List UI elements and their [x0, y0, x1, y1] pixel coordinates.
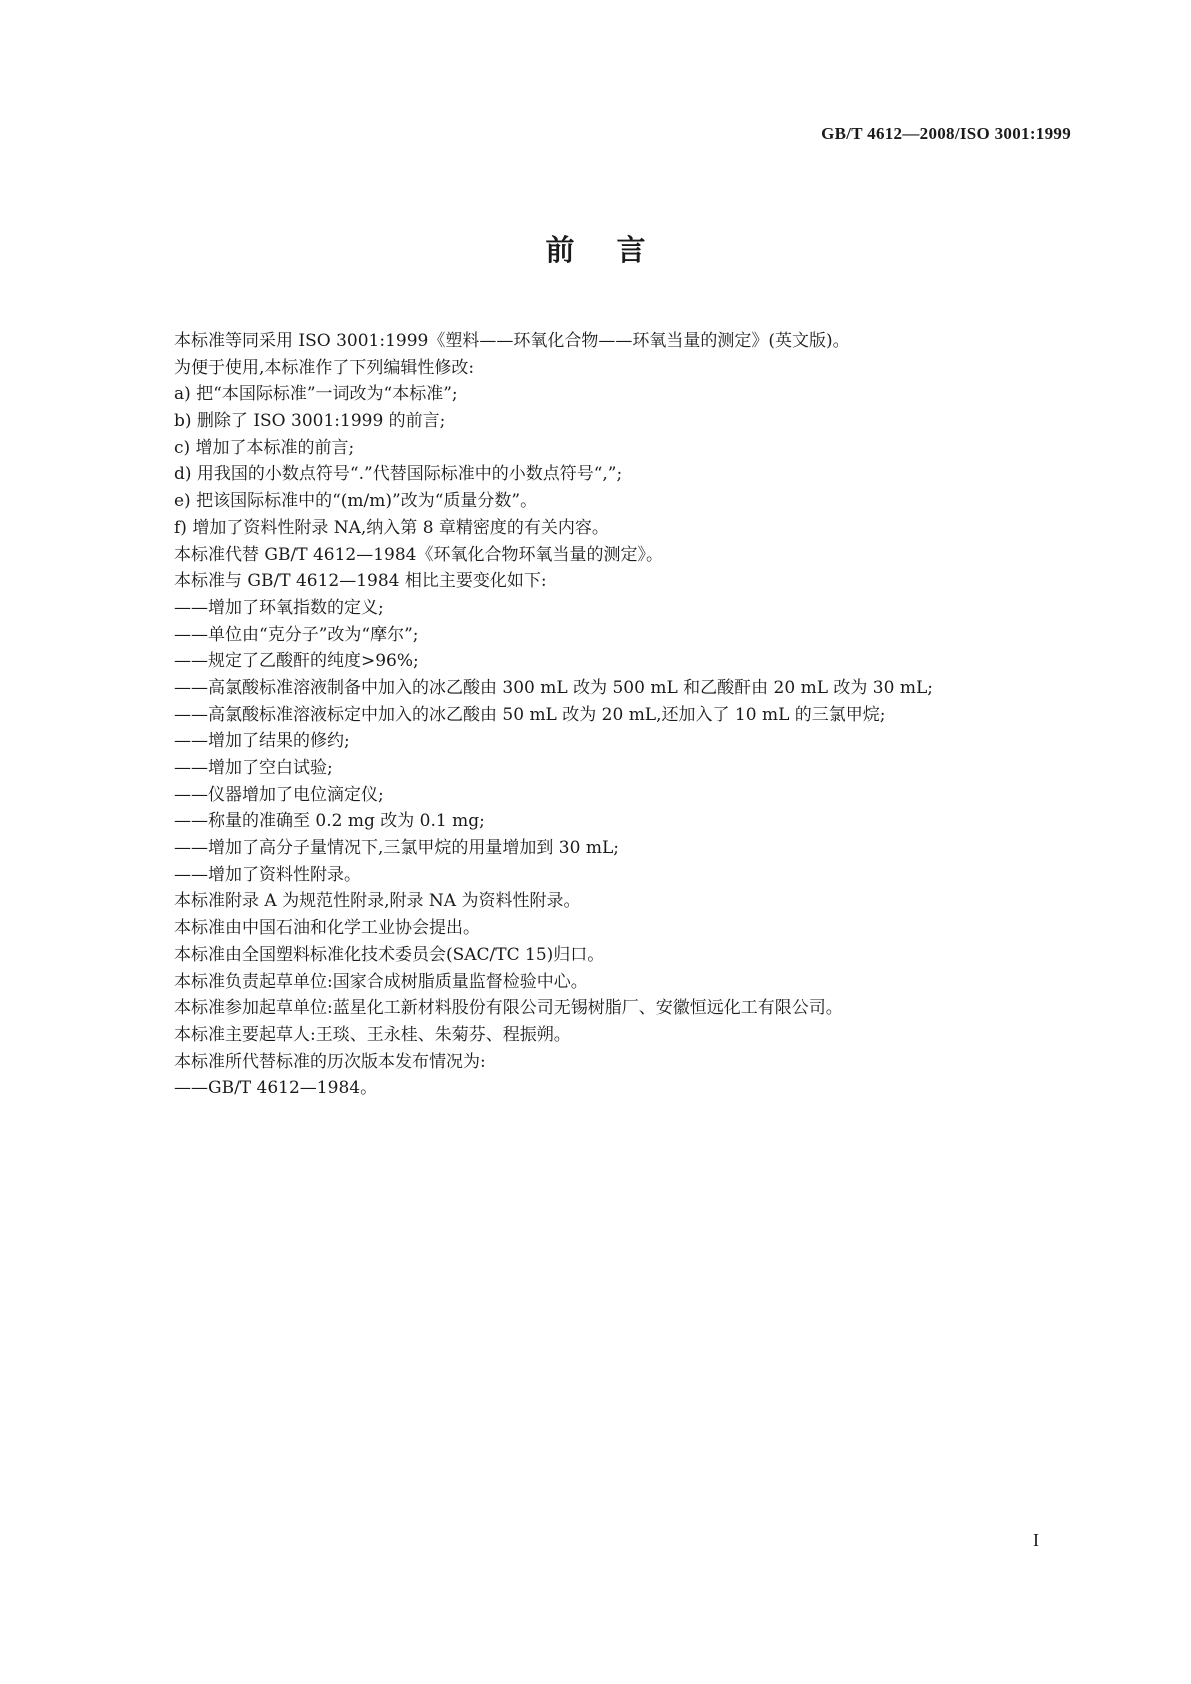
foreword-body	[174, 328, 1074, 1102]
paragraph-line: 本标准代替 GB/T 4612—1984《环氧化合物环氧当量的测定》。	[174, 544, 663, 565]
paragraph-line: 本标准负责起草单位:国家合成树脂质量监督检验中心。	[174, 971, 588, 992]
change-item: ——称量的准确至 0.2 mg 改为 0.1 mg;	[174, 811, 485, 832]
change-item: ——GB/T 4612—1984。	[174, 1078, 378, 1099]
change-item: ——高氯酸标准溶液制备中加入的冰乙酸由 300 mL 改为 500 mL 和乙酸酐由 20 mL 改为 30 mL;	[174, 677, 933, 698]
page-number: I	[1033, 1530, 1039, 1550]
change-item: ——增加了结果的修约;	[174, 731, 350, 752]
paragraph-line: 本标准附录 A 为规范性附录,附录 NA 为资料性附录。	[174, 891, 581, 912]
list-item: f) 增加了资料性附录 NA,纳入第 8 章精密度的有关内容。	[174, 517, 609, 538]
change-item: ——规定了乙酸酐的纯度>96%;	[174, 651, 419, 672]
change-item: ——高氯酸标准溶液标定中加入的冰乙酸由 50 mL 改为 20 mL,还加入了 10 mL 的三氯甲烷;	[174, 704, 886, 725]
change-item: ——增加了环氧指数的定义;	[174, 597, 384, 618]
paragraph-line: 本标准主要起草人:王琰、王永桂、朱菊芬、程振朔。	[174, 1024, 571, 1045]
paragraph-line: 为便于使用,本标准作了下列编辑性修改:	[174, 357, 475, 378]
change-item: ——增加了高分子量情况下,三氯甲烷的用量增加到 30 mL;	[174, 838, 619, 859]
change-item: ——仪器增加了电位滴定仪;	[174, 784, 384, 805]
list-item: d) 用我国的小数点符号“.”代替国际标准中的小数点符号“,”;	[174, 464, 623, 485]
paragraph-line: 本标准参加起草单位:蓝星化工新材料股份有限公司无锡树脂厂、安徽恒远化工有限公司。	[174, 998, 843, 1019]
change-item: ——增加了资料性附录。	[174, 864, 361, 885]
list-item: c) 增加了本标准的前言;	[174, 437, 355, 458]
paragraph-line: 本标准等同采用 ISO 3001:1999《塑料——环氧化合物——环氧当量的测定》(英文版)。	[174, 331, 850, 351]
paragraph-line: 本标准与 GB/T 4612—1984 相比主要变化如下:	[174, 571, 547, 592]
paragraph-line: 本标准所代替标准的历次版本发布情况为:	[174, 1051, 486, 1072]
list-item: e) 把该国际标准中的“(m/m)”改为“质量分数”。	[174, 491, 538, 512]
list-item: b) 删除了 ISO 3001:1999 的前言;	[174, 411, 446, 432]
change-item: ——增加了空白试验;	[174, 758, 333, 778]
list-item: a) 把“本国际标准”一词改为“本标准”;	[174, 384, 458, 405]
paragraph-line: 本标准由全国塑料标准化技术委员会(SAC/TC 15)归口。	[174, 944, 605, 965]
standard-code: GB/T 4612—2008/ISO 3001:1999	[821, 124, 1071, 143]
page-title: 前言	[545, 233, 688, 267]
paragraph-line: 本标准由中国石油和化学工业协会提出。	[174, 918, 480, 939]
change-item: ——单位由“克分子”改为“摩尔”;	[174, 624, 419, 645]
